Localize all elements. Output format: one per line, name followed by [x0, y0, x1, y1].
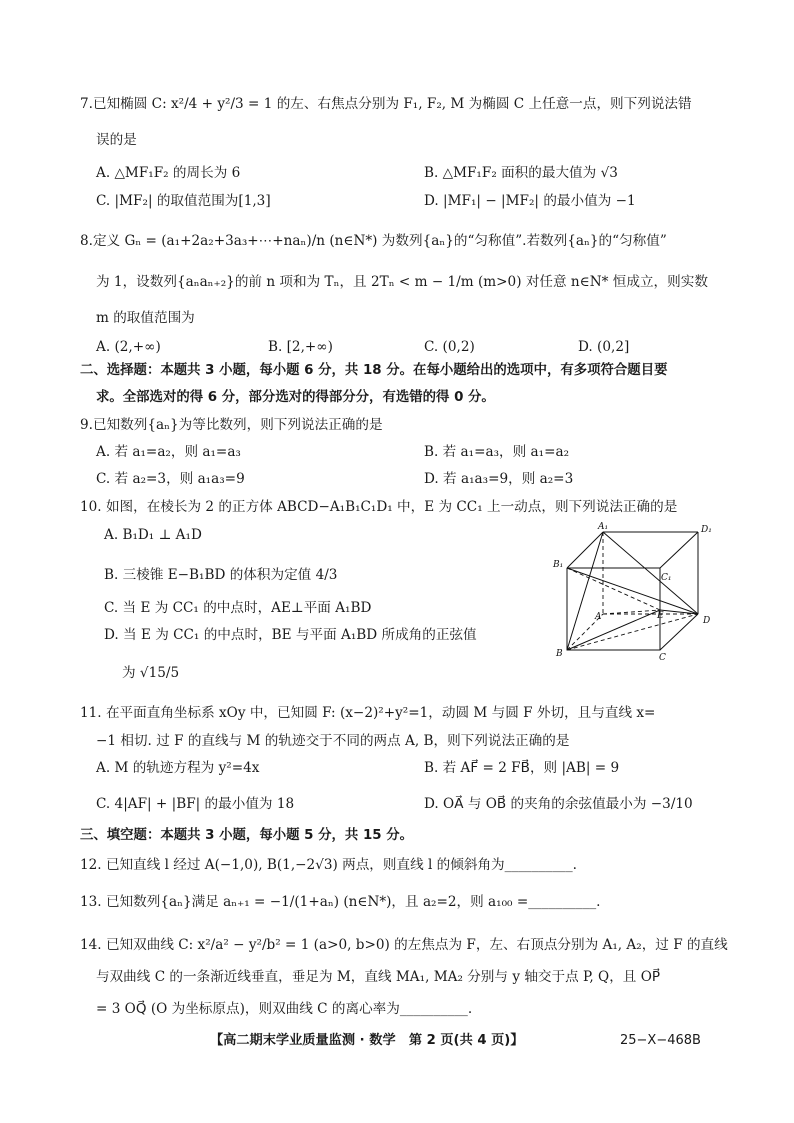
- section3-heading: 三、填空题：本题共 3 小题，每小题 5 分，共 15 分。: [80, 828, 414, 843]
- cube-figure: [550, 520, 730, 665]
- section2-heading-line1: 二、选择题：本题共 3 小题，每小题 6 分，共 18 分。在每小题给出的选项中，有多项符合题目要: [80, 363, 668, 378]
- section2-heading-line2: 求。全部选对的得 6 分，部分选对的得部分分，有选错的得 0 分。: [96, 390, 495, 405]
- label-a: A: [595, 612, 602, 622]
- q7-option-b: B. △MF₁F₂ 面积的最大值为 √3: [424, 165, 618, 181]
- q14-stem-line3: = 3 OQ⃗ (O 为坐标原点)，则双曲线 C 的离心率为__________.: [96, 1001, 473, 1017]
- line-b-e: [567, 610, 660, 650]
- q7-stem-line2: 误的是: [96, 132, 137, 148]
- q11-option-c: C. 4|AF| + |BF| 的最小值为 18: [96, 796, 295, 812]
- edge-c-d: [660, 614, 698, 650]
- label-d: D: [703, 616, 711, 626]
- q8-option-c: C. (0,2): [424, 339, 475, 355]
- q8-stem-line1: 8.定义 Gₙ = (a₁+2a₂+3a₃+⋯+naₙ)/n (n∈N*) 为数列{aₙ}的“匀称值”.若数列{aₙ}的“匀称值”: [80, 233, 667, 249]
- q7-option-c: C. |MF₂| 的取值范围为[1,3]: [96, 193, 271, 209]
- label-b1: B₁: [553, 560, 564, 570]
- q10-stem: 10. 如图，在棱长为 2 的正方体 ABCD−A₁B₁C₁D₁ 中，E 为 CC₁ 上一动点，则下列说法正确的是: [80, 499, 678, 515]
- q9-option-c: C. 若 a₂=3，则 a₁a₃=9: [96, 471, 245, 487]
- q7-option-d: D. |MF₁| − |MF₂| 的最小值为 −1: [424, 193, 636, 209]
- q11-option-b: B. 若 AF⃗ = 2 FB⃗，则 |AB| = 9: [424, 760, 620, 776]
- q14-stem-line2: 与双曲线 C 的一条渐近线垂直，垂足为 M，直线 MA₁, MA₂ 分别与 y 轴交于点 P, Q，且 OP⃗: [96, 969, 661, 985]
- label-a1: A₁: [598, 522, 609, 532]
- q14-stem-line1: 14. 已知双曲线 C: x²/a² − y²/b² = 1 (a>0, b>0) 的左焦点为 F，左、右顶点分别为 A₁, A₂，过 F 的直线: [80, 937, 728, 953]
- q9-option-d: D. 若 a₁a₃=9，则 a₂=3: [424, 471, 574, 487]
- q8-option-b: B. [2,+∞): [268, 339, 333, 355]
- q11-stem-line1: 11. 在平面直角坐标系 xOy 中，已知圆 F: (x−2)²+y²=1，动圆 M 与圆 F 外切，且与直线 x=: [80, 705, 656, 721]
- q10-option-b: B. 三棱锥 E−B₁BD 的体积为定值 4/3: [104, 567, 338, 583]
- label-d1: D₁: [701, 525, 712, 535]
- q12-stem: 12. 已知直线 l 经过 A(−1,0), B(1,−2√3) 两点，则直线 l 的倾斜角为__________.: [80, 857, 577, 873]
- label-c1: C₁: [661, 573, 672, 583]
- line-b1-d: [567, 568, 698, 614]
- q8-option-a: A. (2,+∞): [96, 339, 161, 355]
- q8-stem-line2: 为 1，设数列{aₙaₙ₊₂}的前 n 项和为 Tₙ，且 2Tₙ < m − 1/m (m>0) 对任意 n∈N* 恒成立，则实数: [96, 274, 708, 290]
- line-a1-d: [603, 532, 698, 614]
- q9-option-a: A. 若 a₁=a₂，则 a₁=a₃: [96, 444, 241, 460]
- q8-stem-line3: m 的取值范围为: [96, 310, 195, 326]
- label-e: E: [657, 611, 664, 621]
- edge-c1-d1: [660, 532, 698, 568]
- q11-stem-line2: −1 相切. 过 F 的直线与 M 的轨迹交于不同的两点 A, B，则下列说法正确的是: [96, 733, 570, 749]
- footer-code: 25−X−468B: [620, 1033, 701, 1048]
- q9-option-b: B. 若 a₁=a₃，则 a₁=a₂: [424, 444, 570, 460]
- q7-stem-line1: 7.已知椭圆 C: x²/4 + y²/3 = 1 的左、右焦点分别为 F₁, F₂, M 为椭圆 C 上任意一点，则下列说法错: [80, 96, 692, 112]
- label-b: B: [556, 649, 563, 659]
- q8-option-d: D. (0,2]: [578, 339, 630, 355]
- q11-option-d: D. OA⃗ 与 OB⃗ 的夹角的余弦值最小为 −3/10: [424, 796, 693, 812]
- q9-stem: 9.已知数列{aₙ}为等比数列，则下列说法正确的是: [80, 417, 383, 433]
- q7-option-a: A. △MF₁F₂ 的周长为 6: [96, 165, 241, 181]
- q13-stem: 13. 已知数列{aₙ}满足 aₙ₊₁ = −1/(1+aₙ) (n∈N*)，且 a₂=2，则 a₁₀₀ =__________.: [80, 894, 601, 910]
- q10-option-c: C. 当 E 为 CC₁ 的中点时，AE⊥平面 A₁BD: [104, 600, 372, 616]
- cube-front-face: [567, 568, 660, 650]
- q10-option-a: A. B₁D₁ ⊥ A₁D: [104, 527, 202, 543]
- q10-option-d-line2: 为 √15/5: [122, 665, 180, 681]
- footer-title: 【高二期末学业质量监测 · 数学 第 2 页(共 4 页)】: [210, 1033, 524, 1048]
- q10-option-d-line1: D. 当 E 为 CC₁ 的中点时，BE 与平面 A₁BD 所成角的正弦值: [104, 627, 477, 643]
- label-c: C: [659, 653, 666, 663]
- q11-option-a: A. M 的轨迹方程为 y²=4x: [96, 760, 260, 776]
